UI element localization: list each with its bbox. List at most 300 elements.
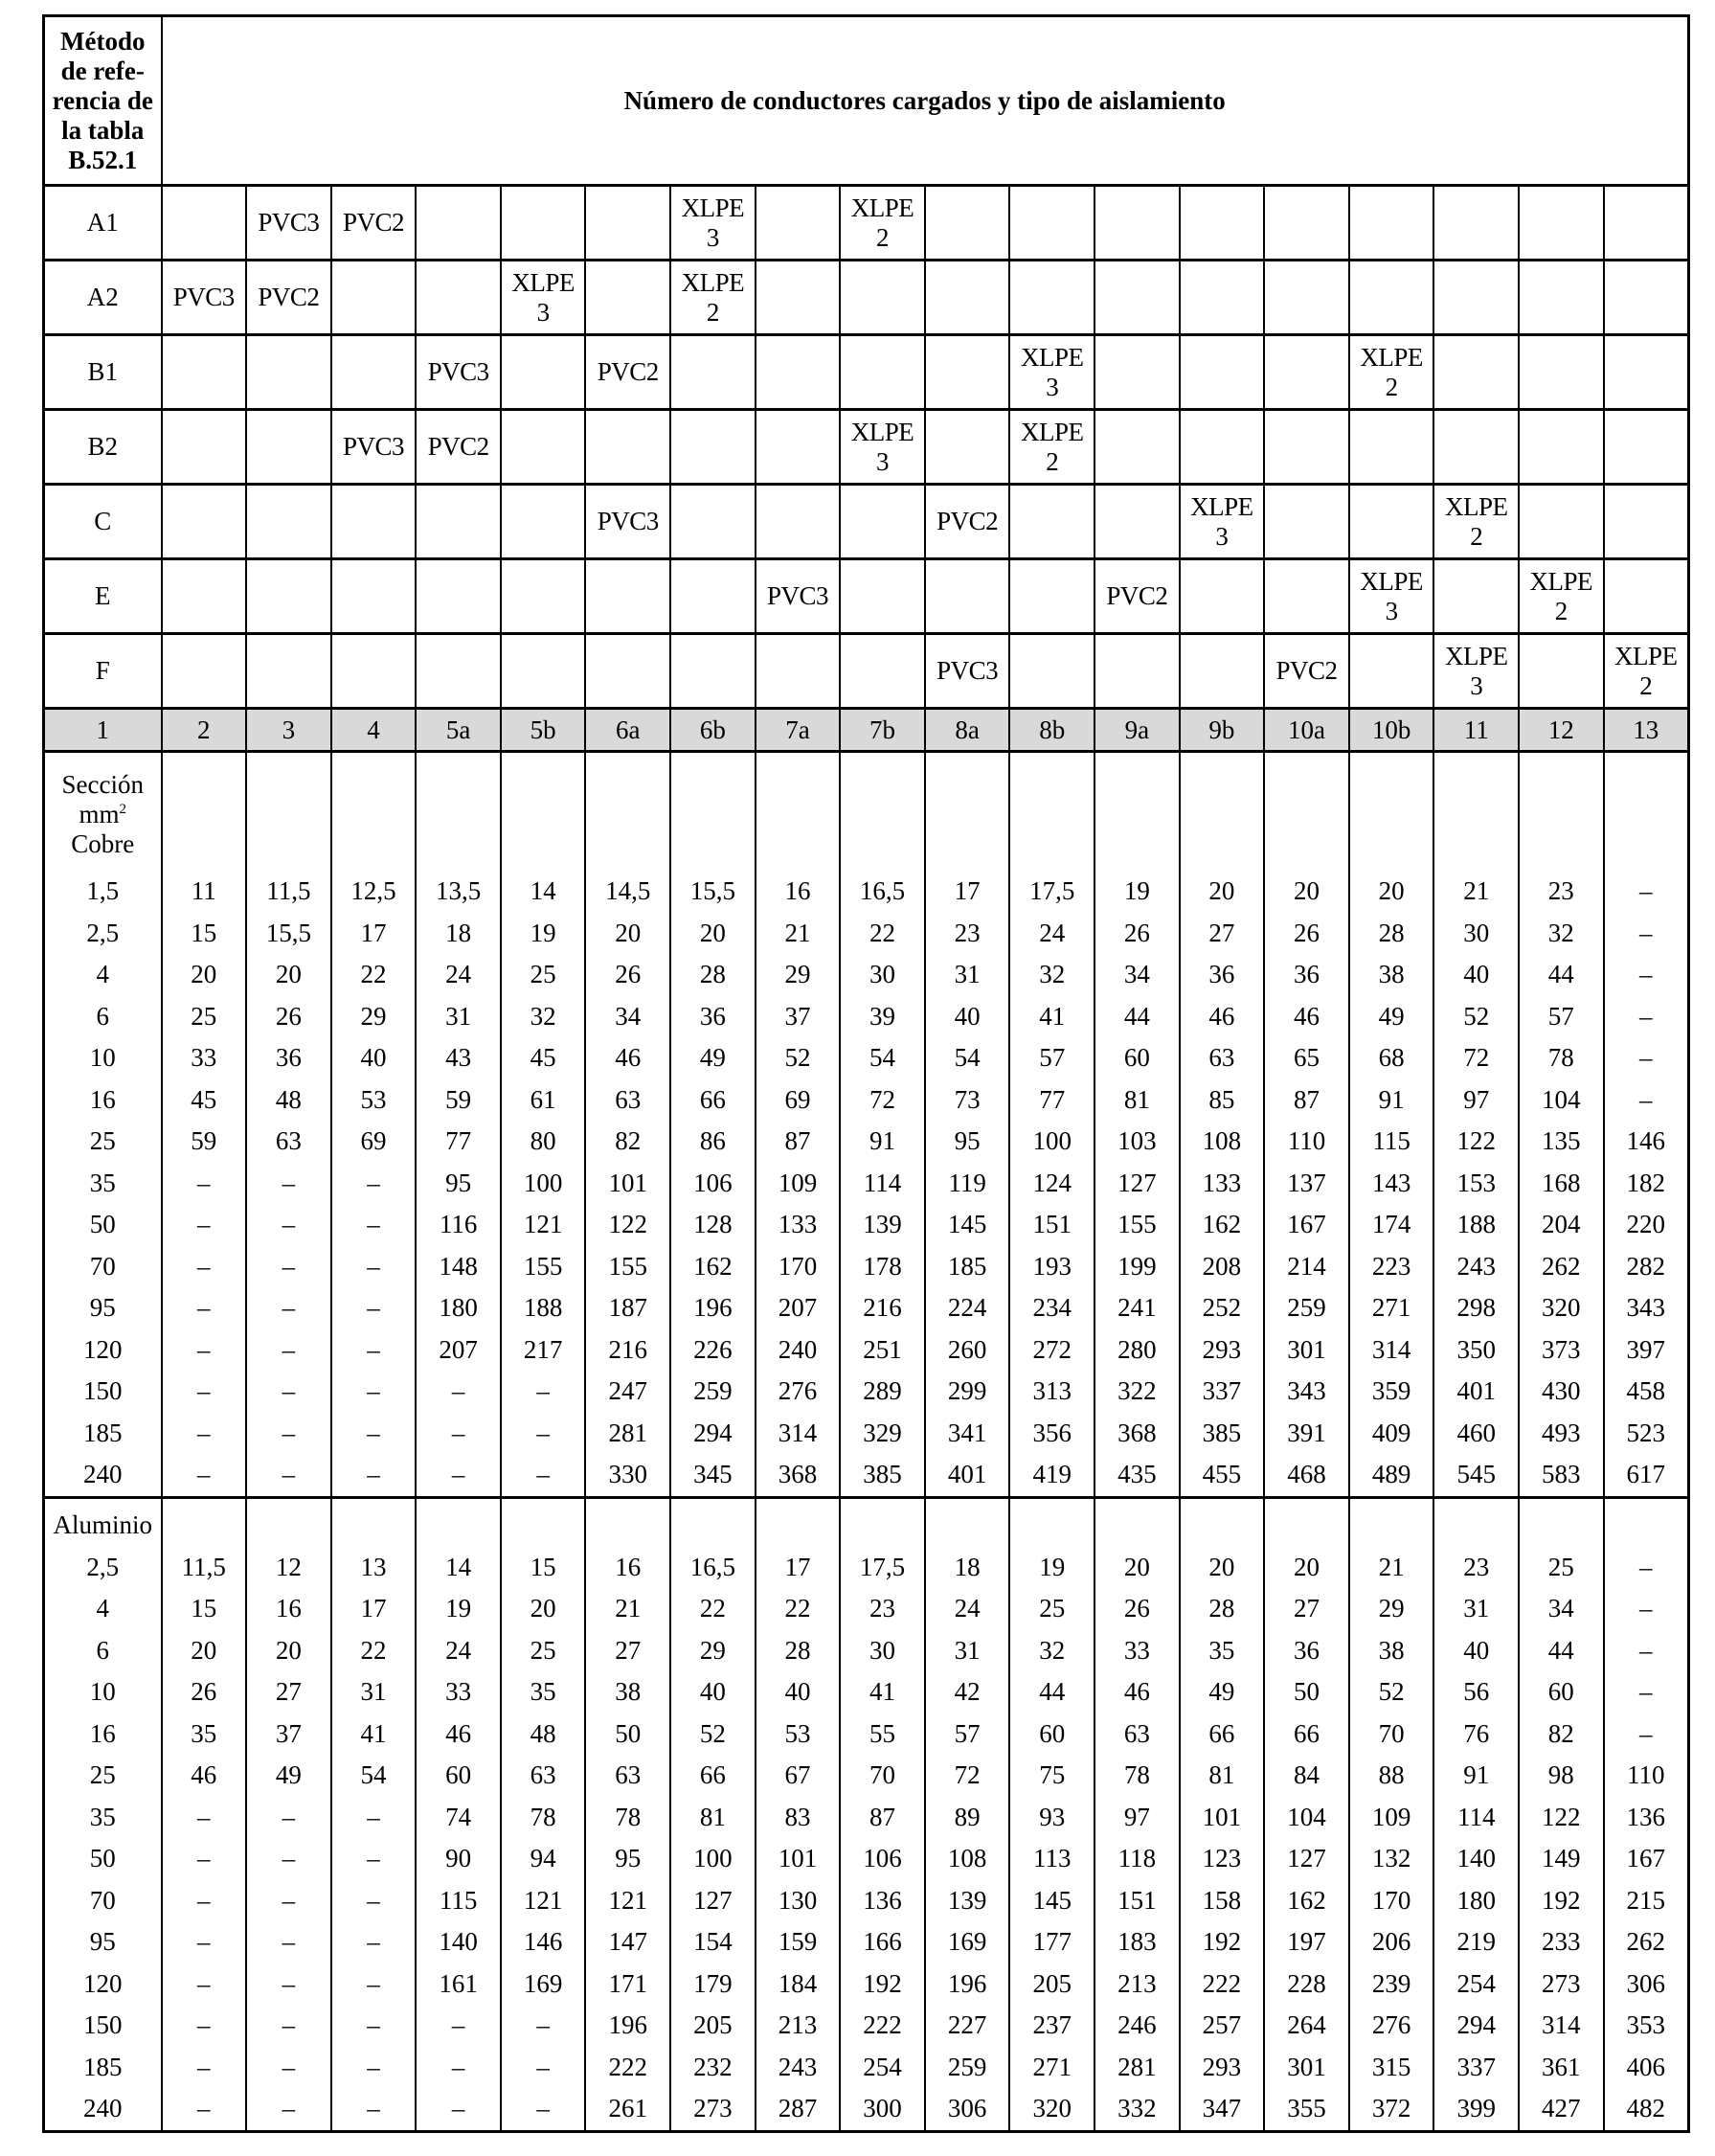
ampacity-value: 27	[1264, 1588, 1349, 1630]
ampacity-value: 20	[162, 954, 247, 996]
ampacity-value: 114	[1433, 1797, 1519, 1839]
ampacity-value: 87	[756, 1121, 841, 1163]
ampacity-value: 132	[1349, 1838, 1434, 1880]
ampacity-value: 122	[585, 1204, 670, 1246]
insulation-cell	[1180, 186, 1265, 261]
insulation-cell	[501, 335, 586, 410]
ampacity-value: 85	[1180, 1079, 1265, 1122]
ampacity-value: 95	[925, 1121, 1010, 1163]
ampacity-value: 204	[1519, 1204, 1604, 1246]
empty-cell	[925, 1497, 1010, 1547]
ampacity-value: 93	[1009, 1797, 1094, 1839]
ampacity-value: 359	[1349, 1371, 1434, 1413]
ampacity-value: 54	[925, 1037, 1010, 1079]
ampacity-value: 31	[925, 954, 1010, 996]
ampacity-value: –	[162, 1204, 247, 1246]
ampacity-value: 101	[1180, 1797, 1265, 1839]
insulation-cell	[1349, 186, 1434, 261]
ampacity-value: 66	[1264, 1713, 1349, 1756]
ampacity-value: –	[246, 1413, 331, 1455]
ampacity-value: 271	[1349, 1287, 1434, 1329]
empty-cell	[670, 1497, 756, 1547]
ampacity-value: 146	[501, 1921, 586, 1963]
ampacity-value: 81	[1180, 1755, 1265, 1797]
ampacity-value: 61	[501, 1079, 586, 1122]
ampacity-value: 49	[1349, 996, 1434, 1038]
column-number: 1	[44, 709, 162, 752]
insulation-cell	[246, 485, 331, 559]
column-number: 9b	[1180, 709, 1265, 752]
ampacity-value: 264	[1264, 2005, 1349, 2047]
ampacity-value: 20	[246, 1630, 331, 1672]
conductor-count: 3	[1385, 596, 1398, 625]
ampacity-value: 69	[756, 1079, 841, 1122]
ampacity-value: 24	[1009, 913, 1094, 955]
ampacity-value: 161	[416, 1963, 501, 2006]
table-row	[44, 1671, 1689, 1713]
insulation-cell	[1349, 485, 1434, 559]
ampacity-value: 180	[1433, 1880, 1519, 1922]
ampacity-value: 19	[501, 913, 586, 955]
empty-cell	[1349, 752, 1434, 872]
ampacity-value: 75	[1009, 1755, 1094, 1797]
ampacity-value: 18	[925, 1547, 1010, 1589]
ampacity-value: 72	[925, 1755, 1010, 1797]
column-number: 9a	[1094, 709, 1180, 752]
ampacity-value: 193	[1009, 1246, 1094, 1288]
empty-cell	[1180, 752, 1265, 872]
ampacity-value: 213	[1094, 1963, 1180, 2006]
insulation-cell	[585, 559, 670, 634]
insulation-cell	[1433, 186, 1519, 261]
ampacity-value: 22	[840, 913, 925, 955]
ampacity-value: 19	[1009, 1547, 1094, 1589]
ampacity-value: 70	[1349, 1713, 1434, 1756]
insulation-cell	[1519, 634, 1604, 709]
ampacity-value: 74	[416, 1797, 501, 1839]
ampacity-value: 127	[1264, 1838, 1349, 1880]
insulation-cell	[1180, 634, 1265, 709]
insulation-type: XLPE	[1529, 566, 1593, 596]
ampacity-value: 294	[670, 1413, 756, 1455]
ampacity-value: 49	[246, 1755, 331, 1797]
ampacity-value: –	[501, 1454, 586, 1497]
insulation-cell: PVC3	[756, 559, 841, 634]
insulation-cell	[1180, 485, 1265, 559]
ampacity-value: 40	[756, 1671, 841, 1713]
ampacity-value: 12	[246, 1547, 331, 1589]
insulation-cell	[1180, 410, 1265, 485]
ampacity-value: –	[501, 1413, 586, 1455]
ampacity-value: 216	[840, 1287, 925, 1329]
ampacity-value: 276	[1349, 2005, 1434, 2047]
column-number: 6a	[585, 709, 670, 752]
ampacity-value: 300	[840, 2088, 925, 2131]
ampacity-value: 97	[1094, 1797, 1180, 1839]
ampacity-value: 20	[1180, 871, 1265, 913]
ampacity-value: 21	[585, 1588, 670, 1630]
ampacity-value: 63	[585, 1755, 670, 1797]
ampacity-value: 192	[840, 1963, 925, 2006]
ampacity-value: –	[331, 1204, 417, 1246]
ampacity-value: –	[416, 2005, 501, 2047]
insulation-cell	[1433, 559, 1519, 634]
ampacity-value: 17	[331, 1588, 417, 1630]
ampacity-value: 28	[670, 954, 756, 996]
ampacity-value: 294	[1433, 2005, 1519, 2047]
conductor-count: 3	[1470, 670, 1483, 700]
method-name: A1	[44, 186, 162, 261]
ampacity-value: 29	[331, 996, 417, 1038]
empty-cell	[585, 1497, 670, 1547]
insulation-cell	[416, 559, 501, 634]
table-row	[44, 1755, 1689, 1797]
ampacity-value: 145	[925, 1204, 1010, 1246]
column-number: 2	[162, 709, 247, 752]
ampacity-value: 17,5	[840, 1547, 925, 1589]
ampacity-value: 228	[1264, 1963, 1349, 2006]
empty-cell	[1604, 1497, 1689, 1547]
ampacity-value: 171	[585, 1963, 670, 2006]
cross-section: 16	[44, 1713, 162, 1756]
ampacity-value: –	[162, 1329, 247, 1372]
ampacity-value: 205	[1009, 1963, 1094, 2006]
ampacity-value: 16,5	[840, 871, 925, 913]
section-label-line: Sección	[61, 770, 144, 799]
insulation-cell	[925, 186, 1010, 261]
ampacity-value: 215	[1604, 1880, 1689, 1922]
insulation-cell	[1604, 634, 1689, 709]
insulation-cell: PVC2	[416, 410, 501, 485]
conductor-count: 2	[1470, 521, 1483, 551]
ampacity-value: 224	[925, 1287, 1010, 1329]
ampacity-value: 94	[501, 1838, 586, 1880]
ampacity-value: 243	[756, 2047, 841, 2089]
ampacity-value: 104	[1264, 1797, 1349, 1839]
ampacity-value: 617	[1604, 1454, 1689, 1497]
ampacity-value: 140	[416, 1921, 501, 1963]
ampacity-value: 26	[1094, 1588, 1180, 1630]
ampacity-value: 108	[925, 1838, 1010, 1880]
insulation-type: XLPE	[1360, 342, 1423, 372]
ampacity-value: 30	[840, 1630, 925, 1672]
ampacity-value: 350	[1433, 1329, 1519, 1372]
ampacity-value: 22	[331, 954, 417, 996]
insulation-cell	[925, 261, 1010, 335]
empty-cell	[1180, 1497, 1265, 1547]
insulation-cell: PVC3	[925, 634, 1010, 709]
empty-cell	[840, 752, 925, 872]
ampacity-value: 178	[840, 1246, 925, 1288]
cross-section: 120	[44, 1963, 162, 2006]
ampacity-value: 136	[840, 1880, 925, 1922]
ampacity-value: 205	[670, 2005, 756, 2047]
ampacity-value: 57	[1009, 1037, 1094, 1079]
ampacity-value: 20	[162, 1630, 247, 1672]
ampacity-value: –	[246, 2088, 331, 2131]
empty-cell	[246, 1497, 331, 1547]
ampacity-value: 196	[585, 2005, 670, 2047]
ampacity-value: 100	[501, 1163, 586, 1205]
ampacity-value: 188	[501, 1287, 586, 1329]
ampacity-value: 222	[1180, 1963, 1265, 2006]
insulation-cell	[925, 410, 1010, 485]
ampacity-value: 38	[585, 1671, 670, 1713]
table-row	[44, 954, 1689, 996]
method-name: B2	[44, 410, 162, 485]
ampacity-value: 332	[1094, 2088, 1180, 2131]
ampacity-value: 15	[501, 1547, 586, 1589]
table-row	[44, 2005, 1689, 2047]
ampacity-value: 25	[501, 954, 586, 996]
table-row	[44, 996, 1689, 1038]
ampacity-value: 127	[670, 1880, 756, 1922]
insulation-cell	[1094, 410, 1180, 485]
cross-section: 70	[44, 1246, 162, 1288]
ampacity-value: 133	[1180, 1163, 1265, 1205]
ampacity-value: 169	[501, 1963, 586, 2006]
ampacity-value: 16	[756, 871, 841, 913]
ampacity-value: 262	[1519, 1246, 1604, 1288]
ampacity-value: 262	[1604, 1921, 1689, 1963]
empty-cell	[1264, 1497, 1349, 1547]
table-row	[44, 1880, 1689, 1922]
ampacity-value: 26	[246, 996, 331, 1038]
ampacity-value: 140	[1433, 1838, 1519, 1880]
ampacity-value: 133	[756, 1204, 841, 1246]
table-title-row	[44, 16, 1689, 186]
ampacity-value: 23	[840, 1588, 925, 1630]
ampacity-value: 56	[1433, 1671, 1519, 1713]
insulation-cell	[756, 261, 841, 335]
conductor-count: 3	[706, 222, 719, 252]
insulation-cell: PVC2	[1094, 559, 1180, 634]
insulation-type: XLPE	[1444, 641, 1508, 670]
ampacity-value: 86	[670, 1121, 756, 1163]
ampacity-value: –	[501, 2088, 586, 2131]
ampacity-value: 28	[1180, 1588, 1265, 1630]
ampacity-value: 136	[1604, 1797, 1689, 1839]
section-label-line: Aluminio	[53, 1510, 152, 1539]
ampacity-value: 119	[925, 1163, 1010, 1205]
ampacity-value: 122	[1433, 1121, 1519, 1163]
ampacity-value: 196	[670, 1287, 756, 1329]
insulation-cell	[501, 485, 586, 559]
ampacity-value: 87	[1264, 1079, 1349, 1122]
ampacity-value: 50	[585, 1713, 670, 1756]
ampacity-value: 20	[246, 954, 331, 996]
ampacity-value: 40	[925, 996, 1010, 1038]
insulation-cell: PVC2	[585, 335, 670, 410]
ampacity-value: 72	[840, 1079, 925, 1122]
ampacity-value: 49	[1180, 1671, 1265, 1713]
ampacity-value: 139	[925, 1880, 1010, 1922]
insulation-cell	[670, 186, 756, 261]
ampacity-value: 159	[756, 1921, 841, 1963]
ampacity-value: 23	[1433, 1547, 1519, 1589]
table-row	[44, 871, 1689, 913]
empty-cell	[1433, 1497, 1519, 1547]
ampacity-value: 137	[1264, 1163, 1349, 1205]
ampacity-value: 37	[756, 996, 841, 1038]
method-name: A2	[44, 261, 162, 335]
insulation-cell	[1604, 559, 1689, 634]
ampacity-value: 20	[1349, 871, 1434, 913]
insulation-cell	[246, 335, 331, 410]
table-row	[44, 1797, 1689, 1839]
insulation-cell	[416, 634, 501, 709]
ampacity-value: 27	[585, 1630, 670, 1672]
table-row	[44, 1963, 1689, 2006]
ampacity-value: 103	[1094, 1121, 1180, 1163]
ampacity-value: –	[1604, 1547, 1689, 1589]
ampacity-value: 40	[1433, 954, 1519, 996]
ampacity-value: 166	[840, 1921, 925, 1963]
ampacity-value: 217	[501, 1329, 586, 1372]
method-row	[44, 186, 1689, 261]
ampacity-value: 19	[416, 1588, 501, 1630]
insulation-cell	[756, 410, 841, 485]
ampacity-value: 53	[756, 1713, 841, 1756]
ampacity-value: 49	[670, 1037, 756, 1079]
ampacity-value: 121	[585, 1880, 670, 1922]
insulation-type: XLPE	[1020, 342, 1084, 372]
ampacity-value: 101	[756, 1838, 841, 1880]
ampacity-value: 46	[1094, 1671, 1180, 1713]
insulation-cell	[1519, 410, 1604, 485]
empty-cell	[162, 752, 247, 872]
conductor-count: 2	[1385, 372, 1398, 401]
insulation-cell	[162, 485, 247, 559]
insulation-cell: PVC2	[925, 485, 1010, 559]
ampacity-value: 489	[1349, 1454, 1434, 1497]
ampacity-value: –	[162, 2005, 247, 2047]
ampacity-value: 22	[331, 1630, 417, 1672]
column-number-row	[44, 709, 1689, 752]
column-number: 10b	[1349, 709, 1434, 752]
ampacity-value: 22	[670, 1588, 756, 1630]
ampacity-value: –	[501, 2005, 586, 2047]
ampacity-value: 162	[1264, 1880, 1349, 1922]
ampacity-value: –	[331, 2005, 417, 2047]
ampacity-value: –	[416, 2047, 501, 2089]
insulation-cell	[756, 186, 841, 261]
ampacity-value: 38	[1349, 1630, 1434, 1672]
ampacity-value: 73	[925, 1079, 1010, 1122]
ampacity-value: 460	[1433, 1413, 1519, 1455]
ampacity-value: –	[246, 1329, 331, 1372]
ampacity-value: 29	[1349, 1588, 1434, 1630]
method-row	[44, 261, 1689, 335]
ampacity-value: 197	[1264, 1921, 1349, 1963]
ampacity-value: 32	[501, 996, 586, 1038]
ampacity-value: –	[162, 1797, 247, 1839]
ampacity-value: 54	[331, 1755, 417, 1797]
method-header-line: de refe-	[60, 56, 145, 85]
insulation-cell	[670, 410, 756, 485]
ampacity-value: –	[246, 1287, 331, 1329]
ampacity-value: 78	[1519, 1037, 1604, 1079]
ampacity-value: 233	[1519, 1921, 1604, 1963]
empty-cell	[331, 1497, 417, 1547]
ampacity-value: –	[331, 1454, 417, 1497]
ampacity-value: 455	[1180, 1454, 1265, 1497]
ampacity-value: 52	[1433, 996, 1519, 1038]
ampacity-value: –	[416, 1413, 501, 1455]
ampacity-value: –	[501, 2047, 586, 2089]
ampacity-value: –	[331, 1371, 417, 1413]
ampacity-value: –	[246, 1797, 331, 1839]
ampacity-value: 57	[925, 1713, 1010, 1756]
insulation-cell	[925, 335, 1010, 410]
ampacity-value: –	[1604, 954, 1689, 996]
empty-cell	[246, 752, 331, 872]
ampacity-value: 347	[1180, 2088, 1265, 2131]
ampacity-value: 247	[585, 1371, 670, 1413]
ampacity-value: –	[162, 1880, 247, 1922]
insulation-cell	[162, 634, 247, 709]
ampacity-value: 583	[1519, 1454, 1604, 1497]
ampacity-value: 182	[1604, 1163, 1689, 1205]
ampacity-value: 523	[1604, 1413, 1689, 1455]
insulation-cell	[1009, 485, 1094, 559]
method-row	[44, 634, 1689, 709]
insulation-cell: PVC3	[162, 261, 247, 335]
ampacity-value: 192	[1519, 1880, 1604, 1922]
table-row	[44, 2047, 1689, 2089]
ampacity-value: 25	[162, 996, 247, 1038]
insulation-cell	[1264, 335, 1349, 410]
ampacity-value: 219	[1433, 1921, 1519, 1963]
ampacity-value: 53	[331, 1079, 417, 1122]
ampacity-value: 63	[585, 1079, 670, 1122]
method-row	[44, 559, 1689, 634]
insulation-cell	[1264, 485, 1349, 559]
method-name: B1	[44, 335, 162, 410]
ampacity-value: –	[246, 1246, 331, 1288]
ampacity-value: 16	[585, 1547, 670, 1589]
insulation-cell	[1094, 335, 1180, 410]
section-header-row	[44, 752, 1689, 872]
ampacity-value: 22	[756, 1588, 841, 1630]
ampacity-value: 301	[1264, 1329, 1349, 1372]
conductor-count: 2	[1639, 670, 1653, 700]
ampacity-value: 13	[331, 1547, 417, 1589]
table-row	[44, 1079, 1689, 1122]
table-row	[44, 1454, 1689, 1497]
ampacity-value: 158	[1180, 1880, 1265, 1922]
ampacity-value: 55	[840, 1713, 925, 1756]
ampacity-value: 361	[1519, 2047, 1604, 2089]
ampacity-value: 281	[1094, 2047, 1180, 2089]
ampacity-value: 239	[1349, 1963, 1434, 2006]
ampacity-value: 114	[840, 1163, 925, 1205]
ampacity-value: –	[246, 2005, 331, 2047]
ampacity-value: 282	[1604, 1246, 1689, 1288]
table-row	[44, 1588, 1689, 1630]
column-number: 5a	[416, 709, 501, 752]
section-header-row	[44, 1497, 1689, 1547]
ampacity-value: 368	[756, 1454, 841, 1497]
ampacity-value: 385	[840, 1454, 925, 1497]
insulation-cell	[1009, 634, 1094, 709]
ampacity-value: 48	[246, 1079, 331, 1122]
ampacity-value: 121	[501, 1204, 586, 1246]
ampacity-value: 341	[925, 1413, 1010, 1455]
ampacity-value: 222	[840, 2005, 925, 2047]
ampacity-value: 60	[1519, 1671, 1604, 1713]
insulation-cell	[501, 410, 586, 485]
